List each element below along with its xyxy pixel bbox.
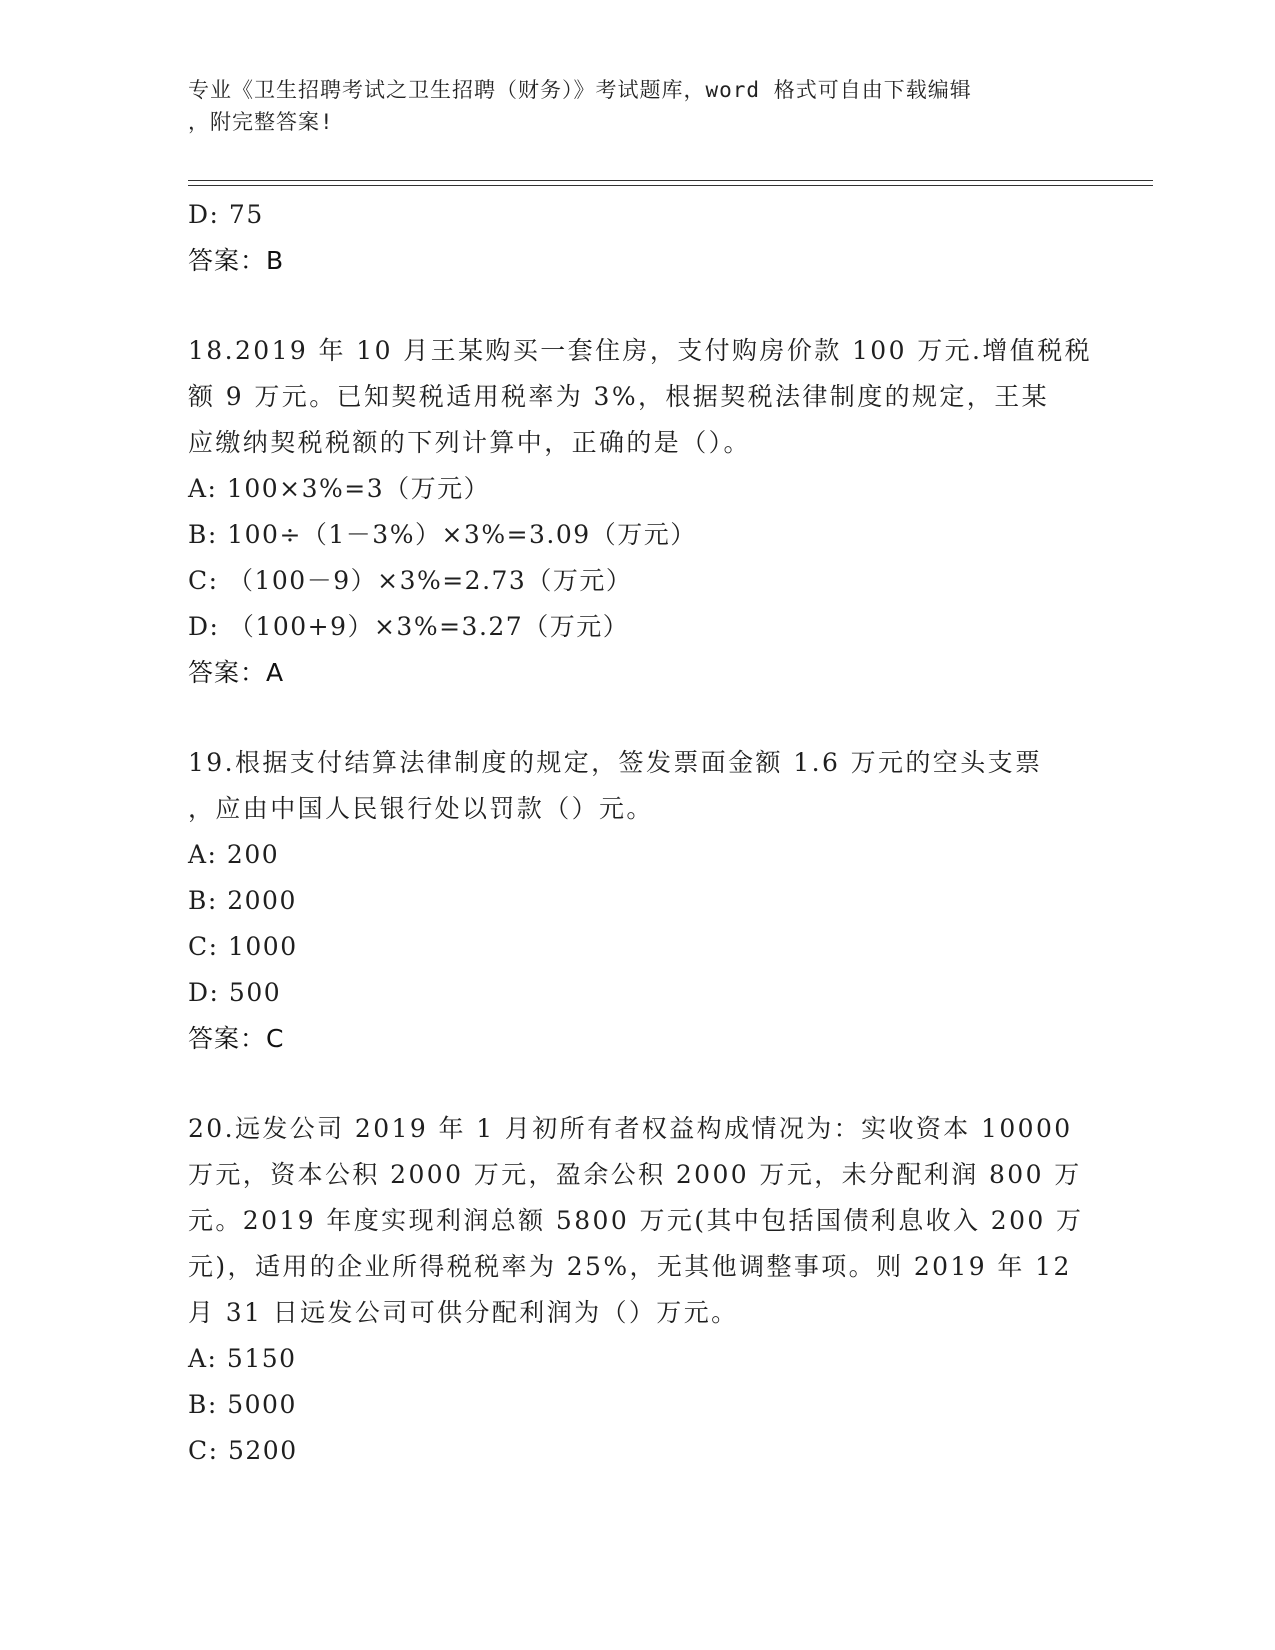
option-a: A: 5150	[188, 1344, 297, 1373]
question-text-line: 月 31 日远发公司可供分配利润为（）万元。	[188, 1298, 739, 1327]
header-rule-top	[188, 180, 1153, 181]
option-d: D: 500	[188, 978, 282, 1007]
option-b: B: 100÷（1－3%）×3%=3.09（万元）	[188, 520, 697, 549]
question-text-line: 18.2019 年 10 月王某购买一套住房，支付购房价款 100 万元.增值税税	[188, 336, 1092, 365]
question-text-line: ，应由中国人民银行处以罚款（）元。	[188, 794, 654, 823]
question-text-line: 元)，适用的企业所得税税率为 25%，无其他调整事项。则 2019 年 12	[188, 1252, 1072, 1281]
option-d: D: 75	[188, 200, 264, 229]
option-d: D: （100+9）×3%=3.27（万元）	[188, 612, 630, 641]
option-a: A: 200	[188, 840, 280, 869]
answer-line: 答案：B	[188, 246, 285, 275]
option-c: C: 1000	[188, 932, 298, 961]
header-line-2: ，附完整答案!	[188, 110, 334, 134]
spacer	[188, 696, 1088, 740]
question-19	[188, 740, 1088, 1062]
question-text-line: 万元，资本公积 2000 万元，盈余公积 2000 万元，未分配利润 800 万	[188, 1160, 1082, 1189]
spacer	[188, 284, 1088, 328]
question-text-line: 20.远发公司 2019 年 1 月初所有者权益构成情况为：实收资本 10000	[188, 1114, 1073, 1143]
option-c: C: 5200	[188, 1436, 298, 1465]
answer-line: 答案：C	[188, 1024, 285, 1053]
option-a: A: 100×3%=3（万元）	[188, 474, 491, 503]
question-18	[188, 328, 1092, 696]
spacer	[188, 1062, 1088, 1106]
header-line-1: 专业《卫生招聘考试之卫生招聘（财务）》考试题库，word 格式可自由下载编辑	[188, 78, 972, 102]
option-b: B: 2000	[188, 886, 297, 915]
prev-question	[188, 192, 1088, 284]
answer-line: 答案：A	[188, 658, 285, 687]
option-b: B: 5000	[188, 1390, 297, 1419]
document-body	[188, 192, 1092, 1474]
question-text-line: 元。2019 年度实现利润总额 5800 万元(其中包括国债利息收入 200 万	[188, 1206, 1084, 1235]
question-text-line: 额 9 万元。已知契税适用税率为 3%，根据契税法律制度的规定，王某	[188, 382, 1050, 411]
page-header	[188, 74, 1088, 138]
option-c: C: （100－9）×3%=2.73（万元）	[188, 566, 633, 595]
header-rule-bottom	[188, 185, 1153, 186]
question-text-line: 应缴纳契税税额的下列计算中，正确的是（）。	[188, 428, 751, 457]
question-20	[188, 1106, 1088, 1474]
question-text-line: 19.根据支付结算法律制度的规定，签发票面金额 1.6 万元的空头支票	[188, 748, 1043, 777]
